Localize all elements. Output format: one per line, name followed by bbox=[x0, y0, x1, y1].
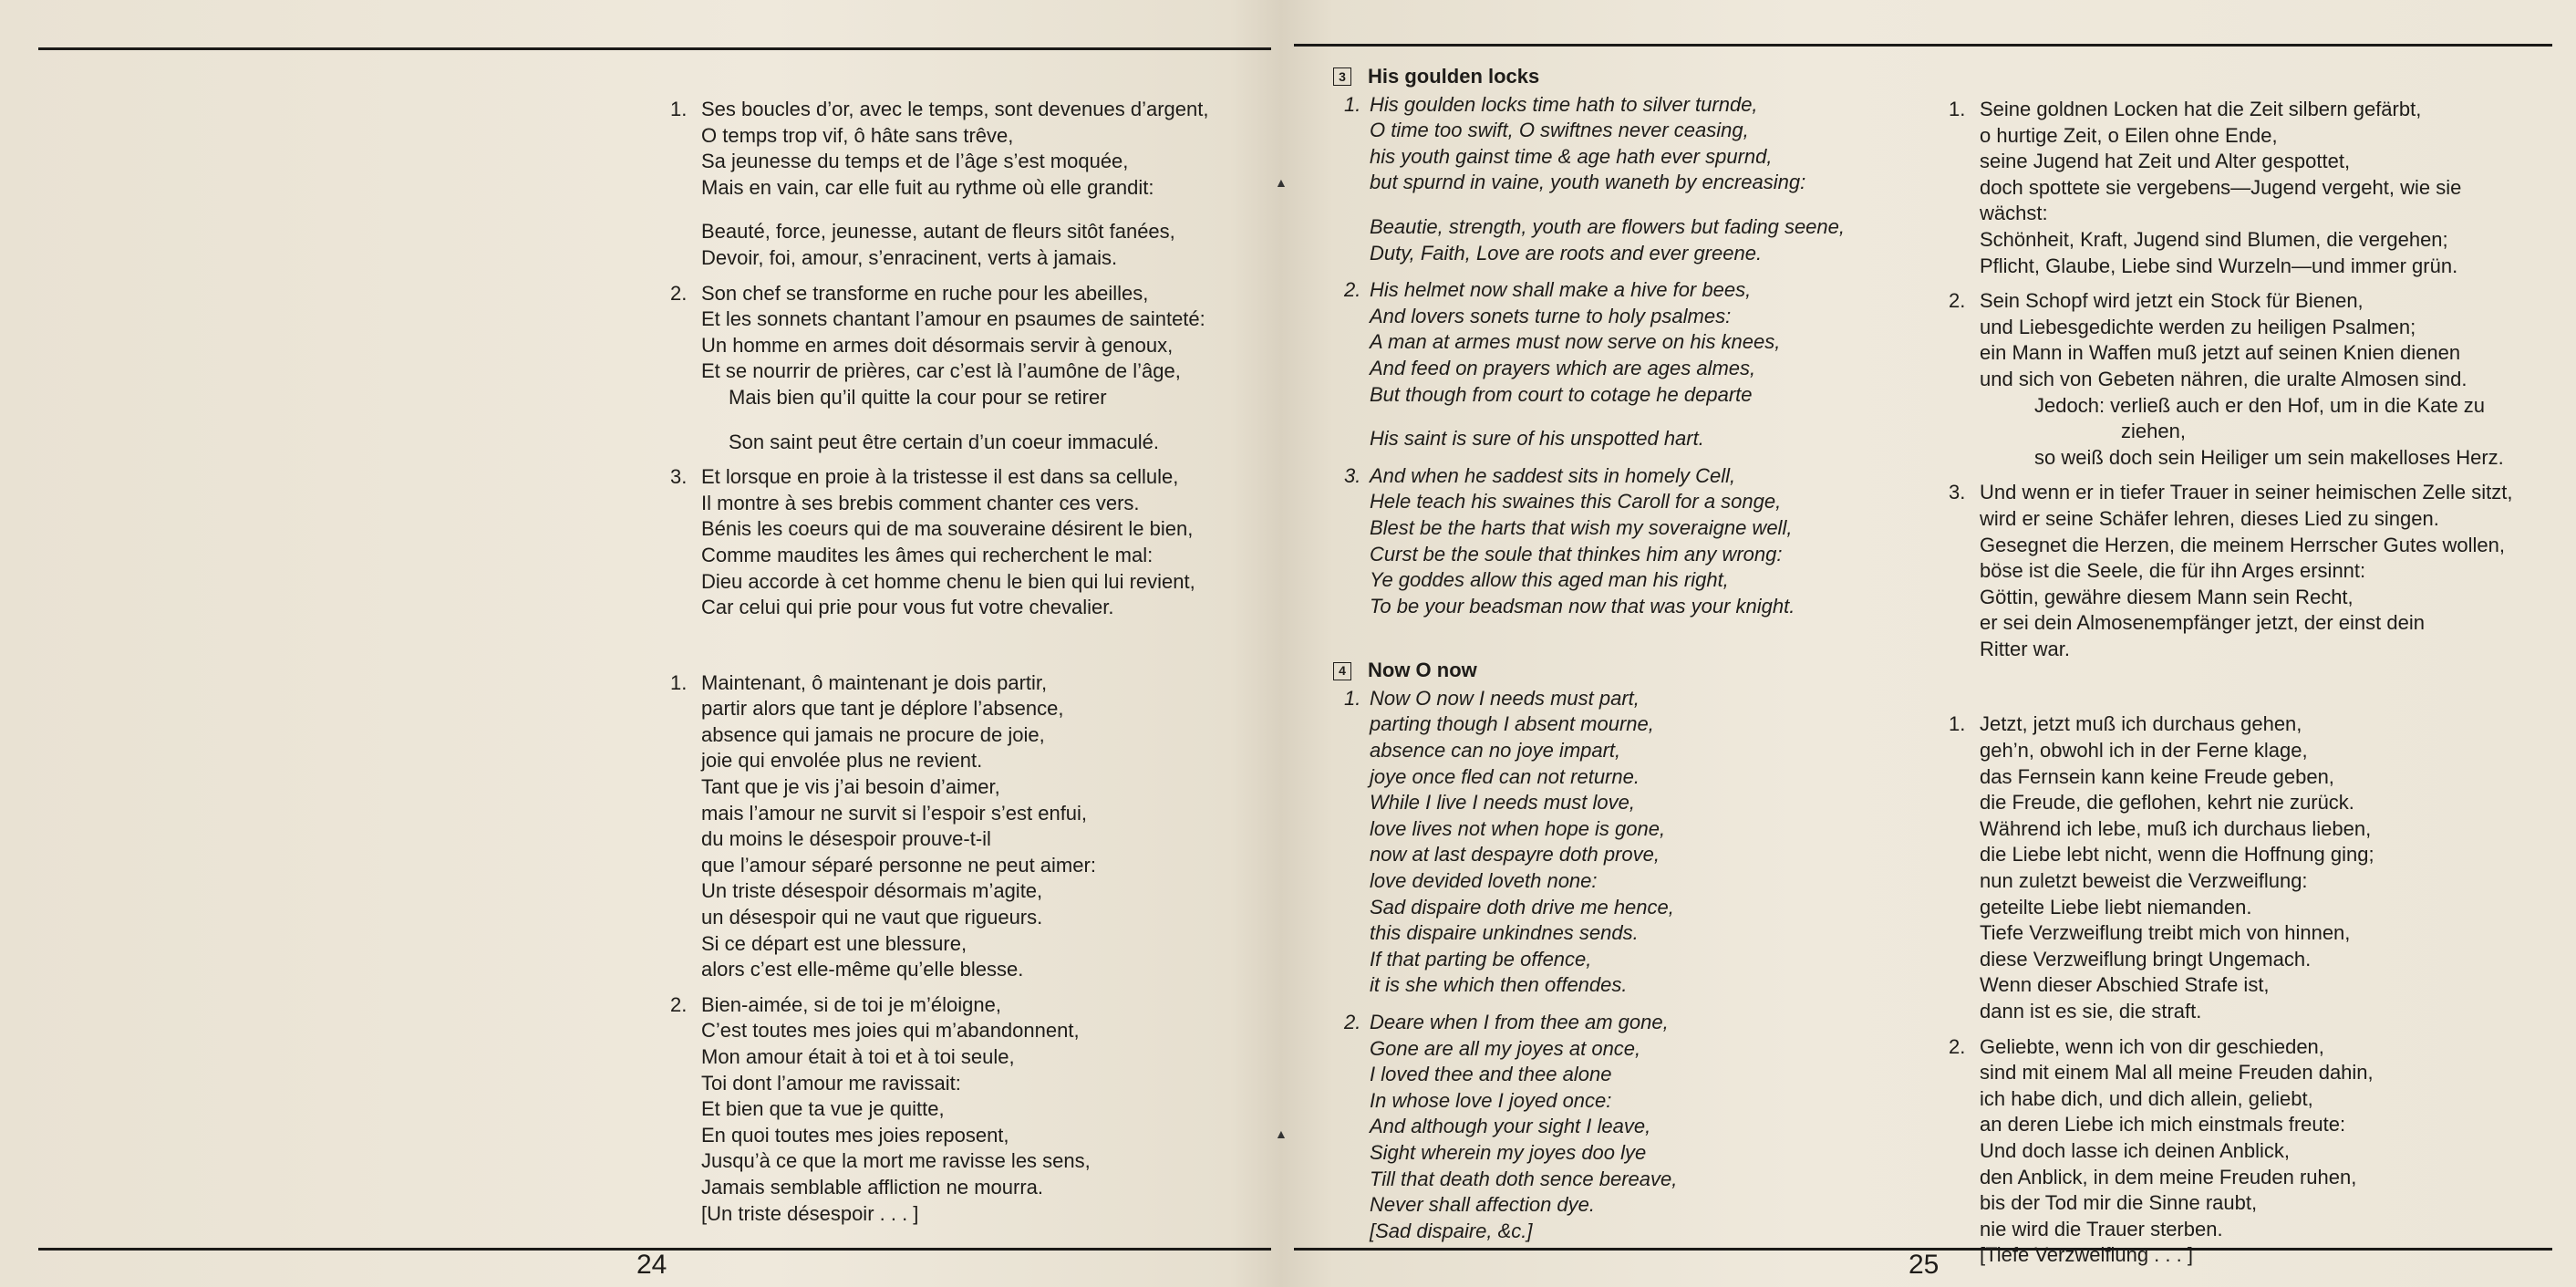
verse-line: Till that death doth sence bereave, bbox=[1370, 1167, 1678, 1190]
stanza-lines bbox=[1370, 1010, 1677, 1244]
verse-line: Et se nourrir de prières, car c’est là l’aumône de l’âge, bbox=[701, 359, 1181, 383]
verse-line: Göttin, gewähre diesem Mann sein Recht, bbox=[1980, 585, 2354, 608]
verse-line: His saint is sure of his unspotted hart. bbox=[1370, 427, 1704, 451]
stanza-lines bbox=[701, 97, 1272, 272]
verse-line: Bien-aimée, si de toi je m’éloigne, bbox=[701, 992, 1001, 1016]
verse-line: alors c’est elle-même qu’elle blesse. bbox=[701, 958, 1024, 981]
stanza bbox=[1333, 92, 1889, 267]
verse-line: so weiß doch sein Heiliger um sein makelloses Herz. bbox=[2034, 445, 2504, 469]
stanza-lines bbox=[1370, 686, 1674, 999]
verse-line: die Liebe lebt nicht, wenn die Hoffnung ging; bbox=[1980, 843, 2374, 867]
verse-line: das Fernsein kann keine Freude geben, bbox=[1980, 764, 2334, 788]
verse-line: und Liebesgedichte werden zu heiligen Psalmen; bbox=[1980, 315, 2416, 338]
stanza-number: 2. bbox=[1344, 1011, 1361, 1033]
stanza bbox=[1333, 1010, 1889, 1244]
verse-line: In whose love I joyed once: bbox=[1370, 1088, 1612, 1112]
left-page bbox=[0, 0, 1281, 1287]
verse-line: Jedoch: verließ auch er den Hof, um in die Kate zu bbox=[2034, 393, 2486, 417]
song-title: Now O now bbox=[1368, 659, 1477, 682]
verse-line: geteilte Liebe liebt niemanden. bbox=[1980, 895, 2252, 919]
verse-line: To be your beadsman now that was your knight. bbox=[1370, 594, 1795, 618]
verse-line: geh’n, obwohl ich in der Ferne klage, bbox=[1980, 739, 2308, 763]
verse-line: love lives not when hope is gone, bbox=[1370, 816, 1666, 840]
stanza-number: 1. bbox=[1949, 712, 1966, 736]
verse-line: nie wird die Trauer sterben. bbox=[1980, 1217, 2223, 1240]
verse-line: Und wenn er in tiefer Trauer in seiner heimischen Zelle sitzt, bbox=[1980, 481, 2513, 504]
verse-line: die Freude, die geflohen, kehrt nie zurück. bbox=[1980, 791, 2354, 815]
verse-line: Et bien que ta vue je quitte, bbox=[701, 1097, 945, 1121]
verse-line: mais l’amour ne survit si l’espoir s’est enfui, bbox=[701, 801, 1088, 825]
stanza-number: 2. bbox=[670, 281, 688, 305]
verse-line: Et lorsque en proie à la tristesse il est dans sa cellule, bbox=[701, 465, 1179, 489]
verse-line: doch spottete sie vergebens—Jugend vergeht, wie sie bbox=[1980, 175, 2462, 199]
stanza-number: 2. bbox=[1949, 289, 1966, 313]
verse-line: Son saint peut être certain d’un coeur immaculé. bbox=[729, 430, 1160, 453]
verse-line: wächst: bbox=[1980, 202, 2048, 225]
stanza-number: 2. bbox=[1949, 1034, 1966, 1058]
stanza-number: 1. bbox=[670, 98, 688, 120]
verse-line: Dieu accorde à cet homme chenu le bien qui lui revient, bbox=[701, 569, 1195, 593]
stanza-lines bbox=[1980, 1034, 2550, 1269]
verse-line: Beautie, strength, youth are flowers but fading seene, bbox=[1370, 214, 1845, 238]
stanza-lines bbox=[1980, 288, 2550, 471]
verse-line: Hele teach his swaines this Caroll for a songe, bbox=[1370, 490, 1782, 514]
verse-line: ich habe dich, und dich allein, geliebt, bbox=[1980, 1086, 2313, 1110]
page-number-left: 24 bbox=[636, 1250, 667, 1280]
verse-line: Ritter war. bbox=[1980, 637, 2071, 660]
verse-line: his youth gainst time & age hath ever spurnd, bbox=[1370, 144, 1773, 168]
verse-line: Car celui qui prie pour vous fut votre chevalier. bbox=[701, 596, 1114, 619]
stanza-lines bbox=[701, 992, 1272, 1227]
verse-line: Gone are all my joyes at once, bbox=[1370, 1036, 1641, 1060]
verse-line: And feed on prayers which are ages almes, bbox=[1370, 356, 1756, 379]
stanza-lines bbox=[701, 281, 1272, 456]
verse-line: O temps trop vif, ô hâte sans trêve, bbox=[701, 123, 1014, 147]
verse-line: Jamais semblable affliction ne mourra. bbox=[701, 1175, 1043, 1199]
section-gap bbox=[1949, 671, 2550, 711]
stanza bbox=[670, 281, 1272, 456]
verse-line: now at last despayre doth prove, bbox=[1370, 843, 1660, 867]
verse-line: love devided loveth none: bbox=[1370, 869, 1598, 893]
verse-line: Sa jeunesse du temps et de l’âge s’est moquée, bbox=[701, 150, 1129, 173]
verse-line: Beauté, force, jeunesse, autant de fleurs sitôt fanées, bbox=[701, 220, 1175, 244]
stanza bbox=[1949, 711, 2550, 1024]
verse-line: parting though I absent mourne, bbox=[1370, 712, 1654, 736]
verse-line: Un homme en armes doit désormais servir à genoux, bbox=[701, 333, 1174, 357]
verse-line: [Un triste désespoir . . . ] bbox=[701, 1201, 919, 1225]
german-translation bbox=[1949, 97, 2550, 1278]
verse-line: diese Verzweiflung bringt Ungemach. bbox=[1980, 947, 2312, 970]
stanza-number: 1. bbox=[1949, 98, 1966, 120]
stanza bbox=[1333, 277, 1889, 452]
stanza bbox=[1949, 97, 2550, 279]
verse-line: absence can no joye impart, bbox=[1370, 739, 1621, 763]
french-translation bbox=[670, 97, 1272, 1236]
page-number-right: 25 bbox=[1909, 1250, 1940, 1280]
verse-line: Il montre à ses brebis comment chanter ces vers. bbox=[701, 491, 1140, 514]
verse-line: Et les sonnets chantant l’amour en psaumes de sainteté: bbox=[701, 307, 1205, 331]
verse-line: Und doch lasse ich deinen Anblick, bbox=[1980, 1138, 2290, 1162]
verse-line: [Tiefe Verzweiflung . . . ] bbox=[1980, 1243, 2193, 1267]
song-title: His goulden locks bbox=[1368, 65, 1540, 88]
verse-line: Während ich lebe, muß ich durchaus lieben, bbox=[1980, 816, 2372, 840]
verse-line: böse ist die Seele, die für ihn Arges ersinnt: bbox=[1980, 559, 2366, 583]
verse-line: C’est toutes mes joies qui m’abandonnent, bbox=[701, 1019, 1080, 1043]
verse-line: But though from court to cotage he departe bbox=[1370, 382, 1753, 406]
verse-line: bis der Tod mir die Sinne raubt, bbox=[1980, 1191, 2258, 1215]
song-number-box: 3 bbox=[1333, 67, 1351, 86]
verse-line: Duty, Faith, Love are roots and ever greene. bbox=[1370, 241, 1763, 265]
verse-line: dann ist es sie, die straft. bbox=[1980, 1000, 2202, 1022]
spine-mark: ▲ bbox=[1275, 175, 1288, 190]
stanza bbox=[1949, 480, 2550, 662]
verse-line: this dispaire unkindnes sends. bbox=[1370, 921, 1639, 945]
verse-line: Curst be the soule that thinkes him any wrong: bbox=[1370, 542, 1783, 566]
verse-line: And lovers sonets turne to holy psalmes: bbox=[1370, 304, 1732, 327]
stanza-number: 1. bbox=[670, 670, 688, 694]
verse-line: Toi dont l’amour me ravissait: bbox=[701, 1071, 961, 1095]
stanza-gap bbox=[701, 201, 1272, 219]
verse-line: Jetzt, jetzt muß ich durchaus gehen, bbox=[1980, 712, 2302, 736]
stanza-lines bbox=[701, 464, 1272, 621]
verse-line: Ye goddes allow this aged man his right, bbox=[1370, 568, 1729, 592]
verse-line: His goulden locks time hath to silver turnde, bbox=[1370, 92, 1758, 116]
stanza-gap bbox=[701, 411, 1272, 430]
stanza bbox=[670, 670, 1272, 983]
verse-line: Son chef se transforme en ruche pour les abeilles, bbox=[701, 281, 1149, 305]
top-rule-right bbox=[1294, 44, 2552, 47]
top-rule-left bbox=[38, 47, 1271, 50]
verse-line: [Sad dispaire, &c.] bbox=[1370, 1219, 1533, 1242]
song-heading bbox=[1333, 658, 1889, 684]
verse-line: I loved thee and thee alone bbox=[1370, 1063, 1612, 1086]
section-gap bbox=[1333, 630, 1889, 658]
stanza bbox=[1333, 686, 1889, 999]
stanza-lines bbox=[1980, 711, 2550, 1024]
verse-line: Sight wherein my joyes doo lye bbox=[1370, 1140, 1647, 1164]
verse-line: While I live I needs must love, bbox=[1370, 791, 1636, 815]
verse-line: du moins le désespoir prouve-t-il bbox=[701, 827, 991, 851]
verse-line: Blest be the harts that wish my soveraigne well, bbox=[1370, 515, 1793, 539]
verse-line: A man at armes must now serve on his knees, bbox=[1370, 330, 1781, 354]
verse-line: seine Jugend hat Zeit und Alter gespottet, bbox=[1980, 150, 2351, 173]
verse-line: O time too swift, O swiftnes never ceasing, bbox=[1370, 119, 1749, 142]
stanza-lines bbox=[1980, 97, 2550, 279]
verse-line: wird er seine Schäfer lehren, dieses Lied zu singen. bbox=[1980, 506, 2439, 530]
english-original-text bbox=[1333, 64, 1889, 1255]
stanza-number: 1. bbox=[1344, 686, 1361, 710]
stanza-gap bbox=[1370, 196, 1845, 214]
verse-line: Pflicht, Glaube, Liebe sind Wurzeln—und immer grün. bbox=[1980, 254, 2458, 277]
section-gap bbox=[670, 630, 1272, 670]
spine-mark: ▲ bbox=[1275, 1126, 1288, 1141]
verse-line: an deren Liebe ich mich einstmals freute: bbox=[1980, 1113, 2346, 1137]
verse-line: Comme maudites les âmes qui recherchent le mal: bbox=[701, 543, 1154, 566]
stanza-lines bbox=[1370, 92, 1845, 267]
verse-line: joie qui envolée plus ne revient. bbox=[701, 749, 983, 773]
verse-line: And although your sight I leave, bbox=[1370, 1115, 1651, 1138]
verse-line: sind mit einem Mal all meine Freuden dahin, bbox=[1980, 1061, 2374, 1085]
song-number-box: 4 bbox=[1333, 662, 1351, 680]
stanza-lines bbox=[1370, 277, 1780, 452]
stanza bbox=[670, 97, 1272, 272]
verse-line: Devoir, foi, amour, s’enracinent, verts à jamais. bbox=[701, 245, 1118, 269]
verse-line: it is she which then offendes. bbox=[1370, 973, 1628, 997]
verse-line: Deare when I from thee am gone, bbox=[1370, 1011, 1669, 1033]
verse-line: Un triste désespoir désormais m’agite, bbox=[701, 879, 1043, 903]
verse-line: nun zuletzt beweist die Verzweiflung: bbox=[1980, 869, 2308, 893]
stanza-number: 1. bbox=[1344, 92, 1361, 116]
verse-line: Gesegnet die Herzen, die meinem Herrscher Gutes wollen, bbox=[1980, 533, 2505, 556]
verse-line: En quoi toutes mes joies reposent, bbox=[701, 1123, 1009, 1147]
verse-line: absence qui jamais ne procure de joie, bbox=[701, 722, 1045, 746]
verse-line: Schönheit, Kraft, Jugend sind Blumen, die vergehen; bbox=[1980, 227, 2448, 251]
verse-line: And when he saddest sits in homely Cell, bbox=[1370, 463, 1736, 487]
verse-line: den Anblick, in dem meine Freuden ruhen, bbox=[1980, 1165, 2357, 1188]
stanza-number: 2. bbox=[670, 992, 688, 1016]
verse-line: Sad dispaire doth drive me hence, bbox=[1370, 895, 1674, 919]
stanza bbox=[1949, 1034, 2550, 1269]
stanza-number: 2. bbox=[1344, 278, 1361, 302]
verse-line: Si ce départ est une blessure, bbox=[701, 931, 967, 955]
verse-line: Wenn dieser Abschied Strafe ist, bbox=[1980, 973, 2270, 997]
stanza-lines bbox=[1370, 463, 1795, 620]
verse-line: un désespoir qui ne vaut que rigueurs. bbox=[701, 906, 1043, 929]
verse-line: Jusqu’à ce que la mort me ravisse les sens, bbox=[701, 1149, 1091, 1173]
stanza-number: 3. bbox=[1949, 481, 1966, 504]
verse-line: partir alors que tant je déplore l’absence, bbox=[701, 697, 1064, 721]
verse-line: Bénis les coeurs qui de ma souveraine désirent le bien, bbox=[701, 517, 1194, 541]
verse-line: If that parting be offence, bbox=[1370, 947, 1592, 970]
stanza-lines bbox=[1980, 480, 2550, 662]
verse-line: joye once fled can not returne. bbox=[1370, 764, 1640, 788]
verse-line: Sein Schopf wird jetzt ein Stock für Bienen, bbox=[1980, 289, 2364, 313]
stanza bbox=[670, 464, 1272, 621]
stanza-lines bbox=[701, 670, 1272, 983]
verse-line: ein Mann in Waffen muß jetzt auf seinen Knien dienen bbox=[1980, 341, 2461, 365]
verse-line: but spurnd in vaine, youth waneth by encreasing: bbox=[1370, 171, 1806, 194]
verse-line: o hurtige Zeit, o Eilen ohne Ende, bbox=[1980, 123, 2278, 147]
verse-line: Tant que je vis j’ai besoin d’aimer, bbox=[701, 775, 1000, 799]
verse-line: Never shall affection dye. bbox=[1370, 1193, 1596, 1217]
verse-line: Maintenant, ô maintenant je dois partir, bbox=[701, 670, 1048, 694]
verse-line: Ses boucles d’or, avec le temps, sont devenues d’argent, bbox=[701, 98, 1209, 120]
stanza bbox=[670, 992, 1272, 1227]
stanza bbox=[1949, 288, 2550, 471]
stanza bbox=[1333, 463, 1889, 620]
verse-line: und sich von Gebeten nähren, die uralte Almosen sind. bbox=[1980, 367, 2467, 390]
verse-line: Mais bien qu’il quitte la cour pour se retirer bbox=[729, 385, 1107, 409]
verse-line: Geliebte, wenn ich von dir geschieden, bbox=[1980, 1034, 2324, 1058]
verse-line: Mais en vain, car elle fuit au rythme où elle grandit: bbox=[701, 175, 1154, 199]
stanza-number: 3. bbox=[1344, 463, 1361, 487]
verse-line: Mon amour était à toi et à toi seule, bbox=[701, 1045, 1015, 1068]
verse-line: ziehen, bbox=[2121, 420, 2186, 443]
verse-line: His helmet now shall make a hive for bees, bbox=[1370, 278, 1752, 302]
song-heading bbox=[1333, 64, 1889, 90]
verse-line: que l’amour séparé personne ne peut aimer: bbox=[701, 853, 1096, 877]
stanza-gap bbox=[1370, 408, 1780, 426]
verse-line: er sei dein Almosenempfänger jetzt, der einst dein bbox=[1980, 611, 2425, 635]
stanza-number: 3. bbox=[670, 465, 688, 489]
verse-line: Now O now I needs must part, bbox=[1370, 686, 1640, 710]
verse-line: Tiefe Verzweiflung treibt mich von hinnen, bbox=[1980, 921, 2351, 945]
verse-line: Seine goldnen Locken hat die Zeit silbern gefärbt, bbox=[1980, 98, 2422, 120]
